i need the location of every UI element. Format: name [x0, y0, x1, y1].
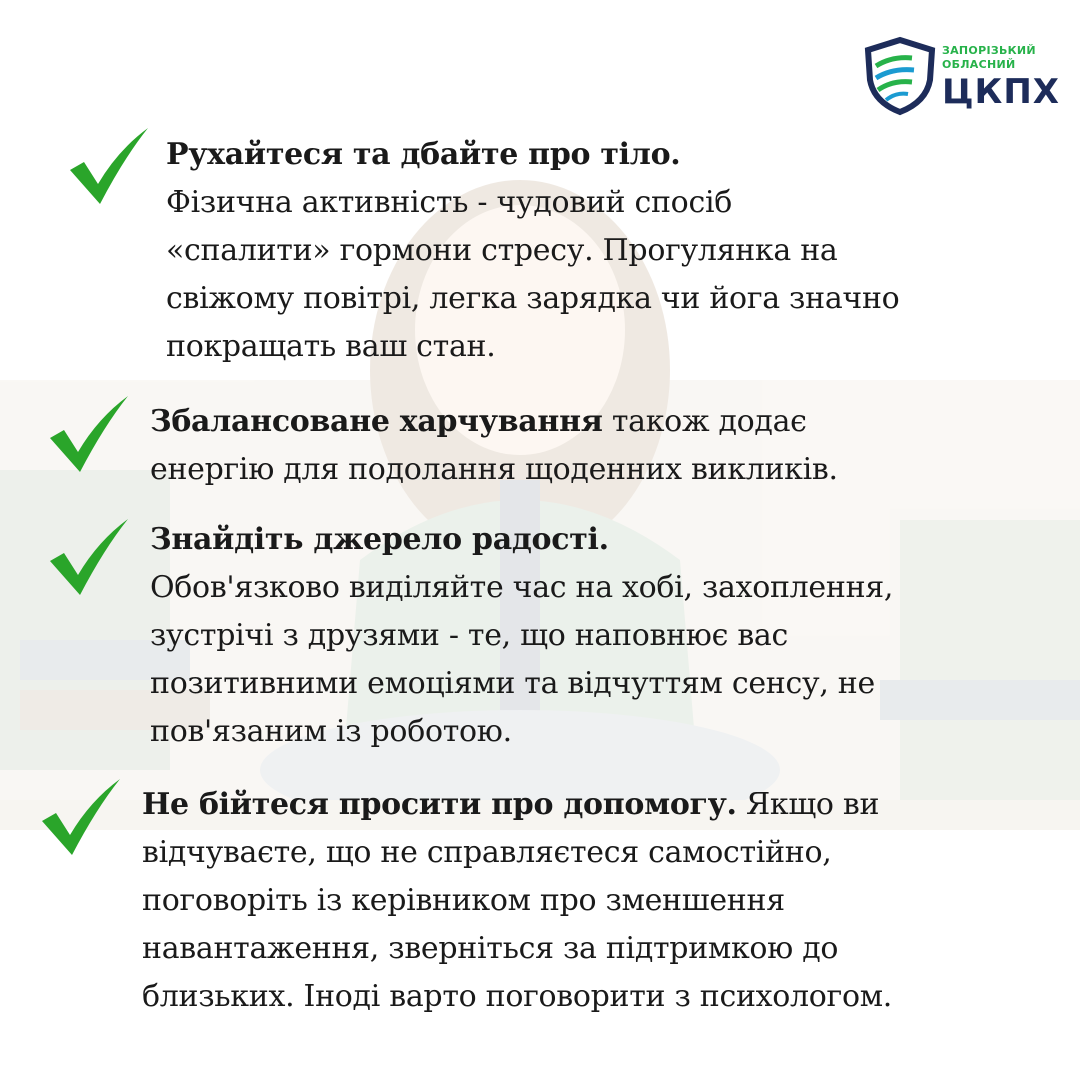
tip-first-line	[142, 781, 1052, 829]
tip-heading-rest: Якщо ви	[736, 787, 880, 822]
tip-line: поговоріть із керівником про зменшення	[142, 883, 785, 918]
tip-text	[150, 398, 1050, 494]
tip-heading: Збалансоване харчування	[150, 404, 603, 439]
tip-heading: Знайдіть джерело радості.	[150, 522, 609, 557]
shield-logo-icon	[862, 36, 938, 116]
tip-line: позитивними емоціями та відчуттям сенсу, не	[150, 666, 875, 701]
tip-first-line	[150, 398, 1050, 446]
tip-text	[150, 516, 1060, 756]
check-icon	[66, 124, 152, 208]
tip-text	[166, 131, 1066, 371]
tip-line: енергію для подолання щоденних викликів.	[150, 452, 838, 487]
tip-line: пов'язаним із роботою.	[150, 714, 512, 749]
tip-line: близьких. Іноді варто поговорити з психологом.	[142, 979, 892, 1014]
logo-name: ЦКПХ	[942, 72, 1061, 112]
tip-line: зустрічі з друзями - те, що наповнює вас	[150, 618, 788, 653]
tip-line: Фізична активність - чудовий спосіб	[166, 185, 733, 220]
tip-line: покращать ваш стан.	[166, 329, 496, 364]
tip-line: відчуваєте, що не справляєтеся самостійно,	[142, 835, 832, 870]
check-icon	[38, 775, 124, 859]
logo-line-1: ЗАПОРІЗЬКИЙ	[942, 44, 1036, 57]
check-icon	[46, 392, 132, 476]
tip-text	[142, 781, 1052, 1021]
tip-line: навантаження, зверніться за підтримкою до	[142, 931, 839, 966]
tip-line: Обов'язково виділяйте час на хобі, захоплення,	[150, 570, 894, 605]
tip-line: свіжому повітрі, легка зарядка чи йога значно	[166, 281, 900, 316]
logo-line-2: ОБЛАСНИЙ	[942, 58, 1016, 71]
organization-logo	[862, 36, 1061, 116]
tip-heading: Рухайтеся та дбайте про тіло.	[166, 137, 681, 172]
tip-heading-rest: також додає	[602, 404, 807, 439]
tip-line: «спалити» гормони стресу. Прогулянка на	[166, 233, 838, 268]
tip-heading: Не бійтеся просити про допомогу.	[142, 787, 737, 822]
check-icon	[46, 515, 132, 599]
